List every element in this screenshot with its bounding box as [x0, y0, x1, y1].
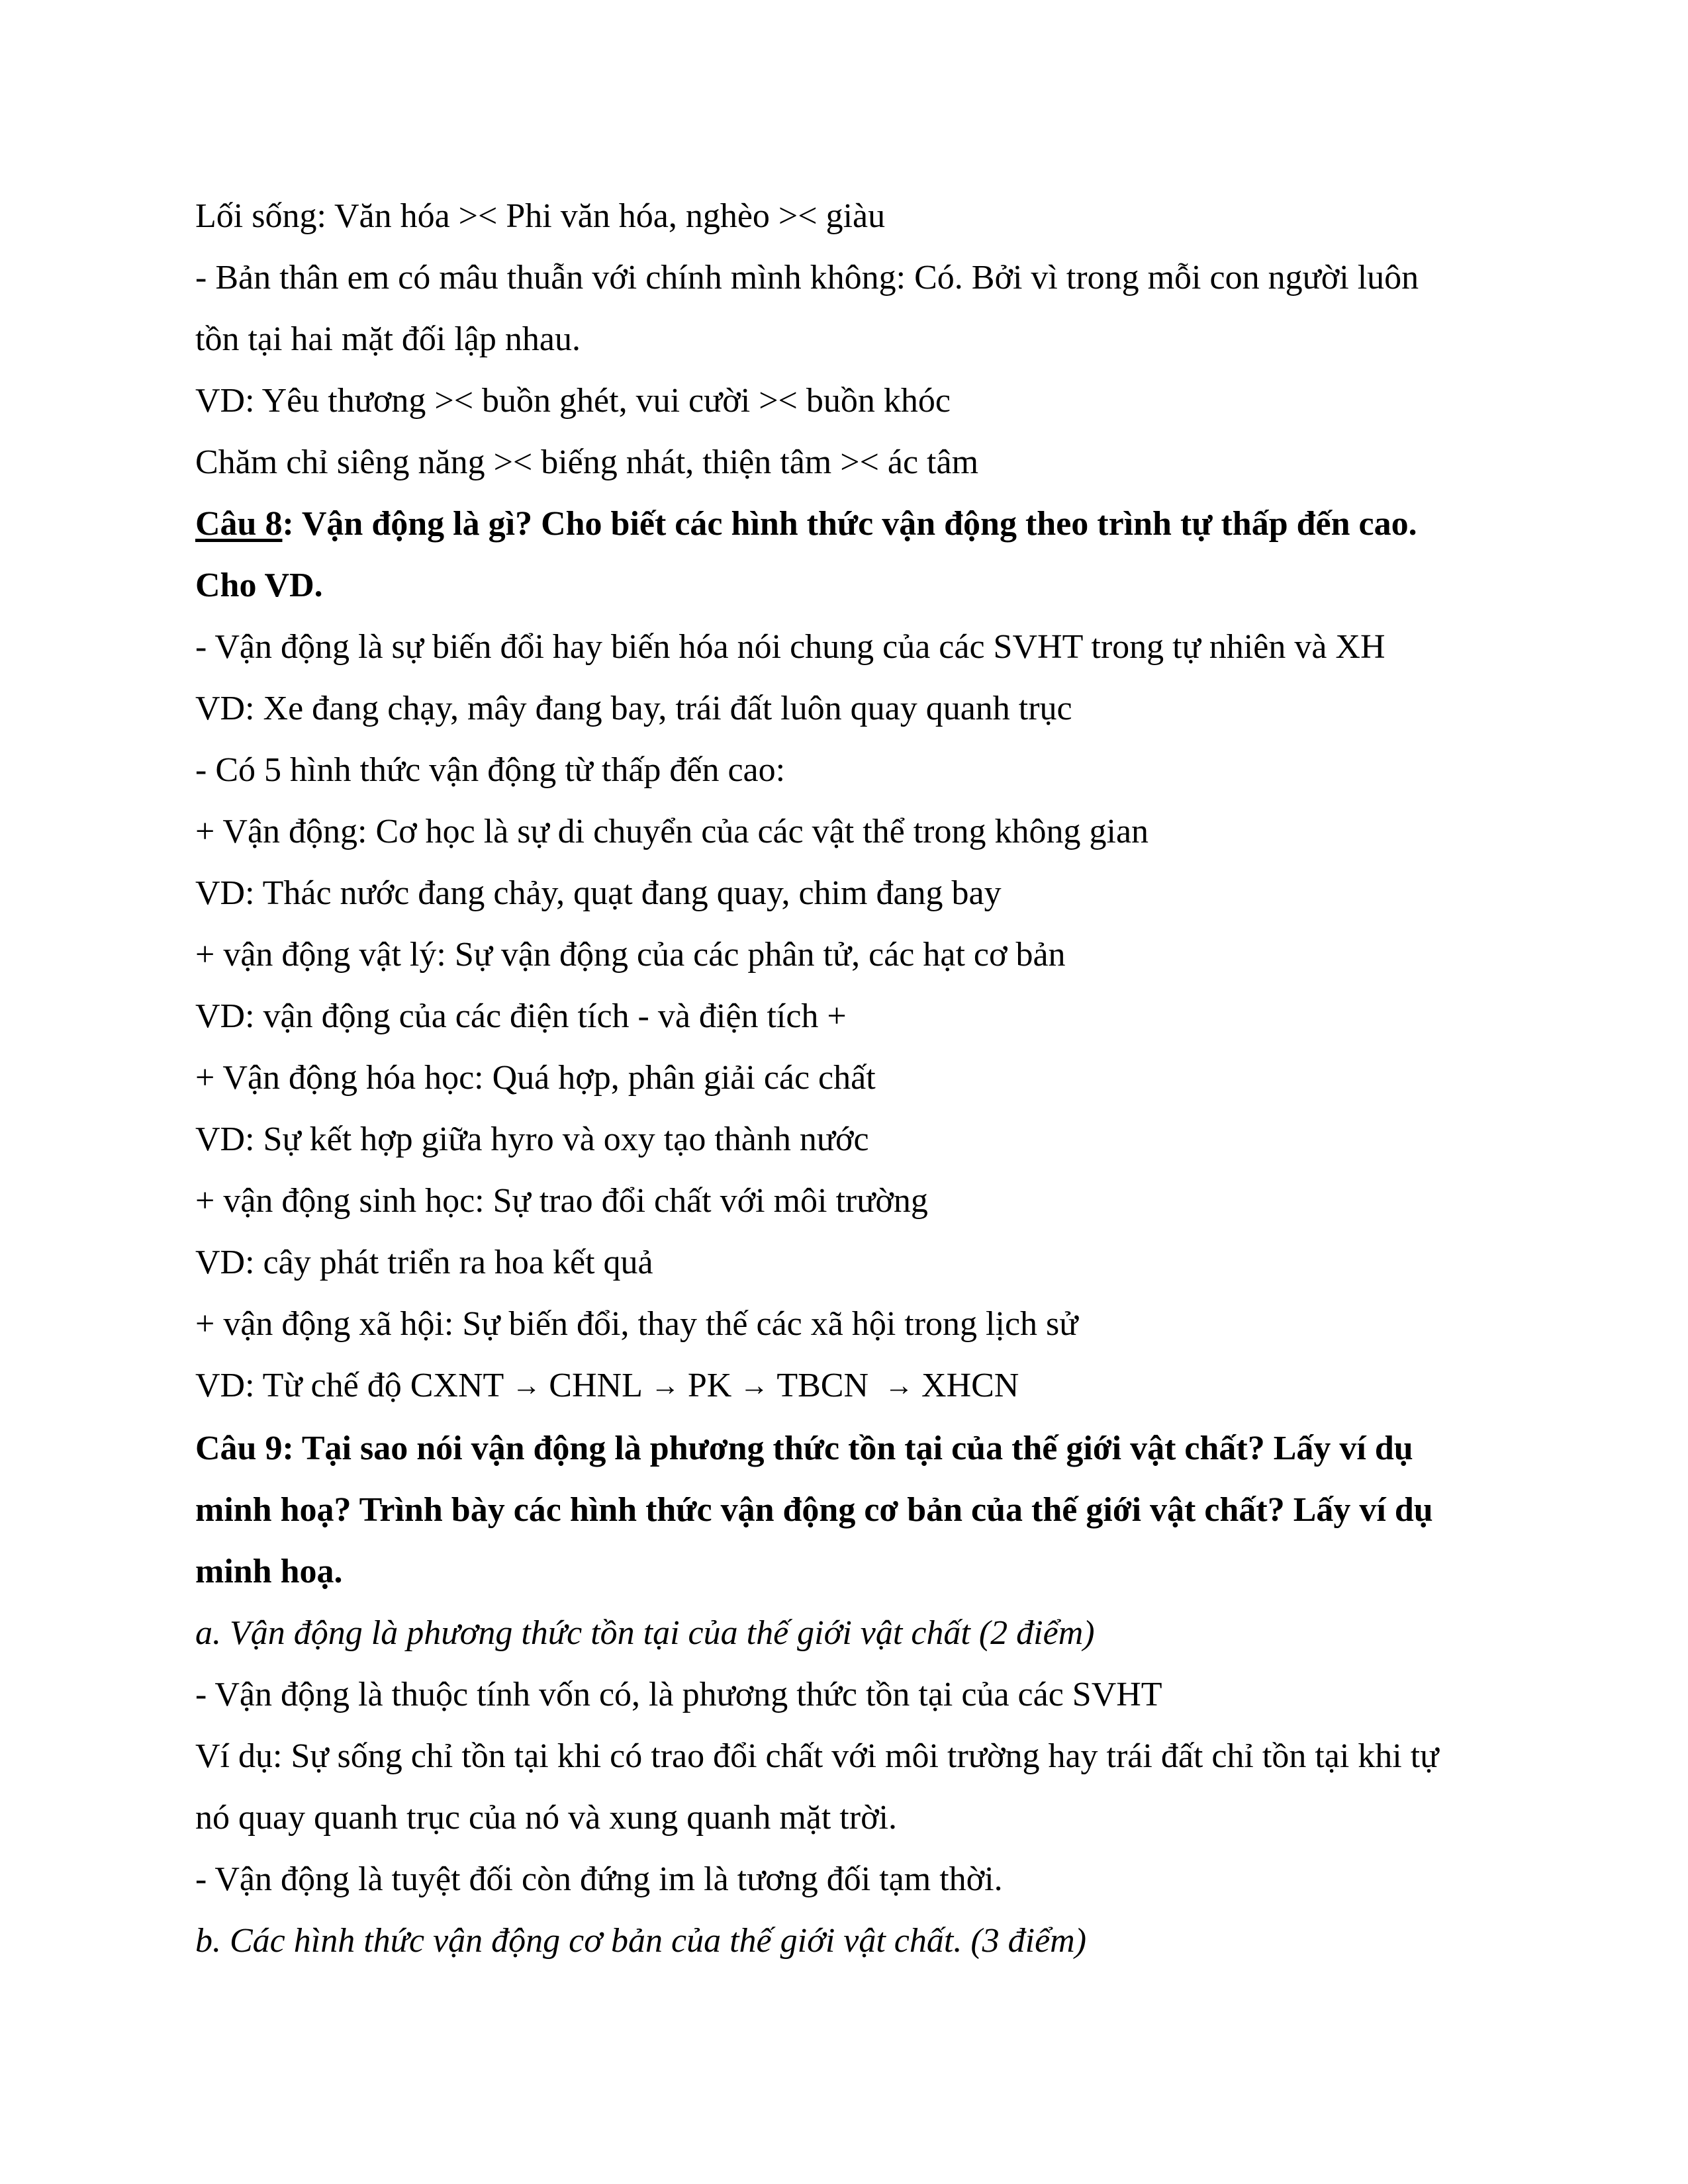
- text-line: tồn tại hai mặt đối lập nhau.: [195, 320, 581, 358]
- section-a-heading: a. Vận động là phương thức tồn tại của thế giới vật chất (2 điểm): [195, 1614, 1095, 1652]
- text-line: Chăm chỉ siêng năng >< biếng nhát, thiện tâm >< ác tâm: [195, 443, 979, 481]
- text-line: VD: Thác nước đang chảy, quạt đang quay, chim đang bay: [195, 874, 1002, 912]
- question-8-heading-cont: Cho VD.: [195, 567, 323, 604]
- chain-prefix: VD: Từ chế độ CXNT: [195, 1367, 504, 1404]
- text-line: Ví dụ: Sự sống chỉ tồn tại khi có trao đổi chất với môi trường hay trái đất chỉ tồn tại khi tự: [195, 1737, 1439, 1775]
- text-line: + Vận động hóa học: Quá hợp, phân giải các chất: [195, 1059, 876, 1097]
- question-9-heading-cont: minh hoạ? Trình bày các hình thức vận động cơ bản của thế giới vật chất? Lấy ví dụ: [195, 1491, 1433, 1529]
- question-8-title: : Vận động là gì? Cho biết các hình thức vận động theo trình tự thấp đến cao.: [282, 505, 1417, 543]
- text-line: VD: vận động của các điện tích - và điện tích +: [195, 997, 847, 1035]
- chain-item: XHCN: [921, 1367, 1019, 1404]
- question-9-heading-cont: minh hoạ.: [195, 1553, 343, 1590]
- text-line: VD: Yêu thương >< buồn ghét, vui cười >< buồn khóc: [195, 382, 951, 420]
- text-line: VD: Sự kết hợp giữa hyro và oxy tạo thành nước: [195, 1120, 869, 1158]
- question-8-label: Câu 8: [195, 505, 283, 543]
- question-8-heading: [195, 493, 1513, 555]
- right-arrow-icon: →: [650, 1369, 680, 1402]
- chain-item: CHNL: [549, 1367, 643, 1404]
- text-line: Lối sống: Văn hóa >< Phi văn hóa, nghèo >< giàu: [195, 197, 886, 235]
- chain-item: PK: [687, 1367, 732, 1404]
- text-line: VD: cây phát triển ra hoa kết quả: [195, 1244, 653, 1281]
- question-9-heading: Câu 9: Tại sao nói vận động là phương thức tồn tại của thế giới vật chất? Lấy ví dụ: [195, 1430, 1413, 1467]
- right-arrow-icon: →: [739, 1369, 769, 1402]
- text-line: + Vận động: Cơ học là sự di chuyển của các vật thể trong không gian: [195, 813, 1149, 850]
- section-b-heading: b. Các hình thức vận động cơ bản của thế giới vật chất. (3 điểm): [195, 1922, 1087, 1960]
- text-line: - Vận động là sự biến đổi hay biến hóa nói chung của các SVHT trong tự nhiên và XH: [195, 628, 1385, 666]
- text-line: - Có 5 hình thức vận động từ thấp đến cao:: [195, 751, 786, 789]
- text-line: - Bản thân em có mâu thuẫn với chính mình không: Có. Bởi vì trong mỗi con người luôn: [195, 259, 1419, 296]
- text-line: - Vận động là tuyệt đối còn đứng im là tương đối tạm thời.: [195, 1860, 1003, 1898]
- text-line: VD: Xe đang chạy, mây đang bay, trái đất luôn quay quanh trục: [195, 690, 1072, 727]
- text-line: nó quay quanh trục của nó và xung quanh mặt trời.: [195, 1799, 898, 1837]
- right-arrow-icon: →: [884, 1369, 914, 1402]
- document-page: [195, 185, 1513, 1972]
- text-line: + vận động xã hội: Sự biến đổi, thay thế các xã hội trong lịch sử: [195, 1305, 1078, 1343]
- right-arrow-icon: →: [512, 1369, 541, 1402]
- text-line: - Vận động là thuộc tính vốn có, là phương thức tồn tại của các SVHT: [195, 1676, 1162, 1713]
- chain-item: TBCN: [776, 1367, 869, 1404]
- text-line: + vận động vật lý: Sự vận động của các phân tử, các hạt cơ bản: [195, 936, 1066, 974]
- text-line: + vận động sinh học: Sự trao đổi chất với môi trường: [195, 1182, 928, 1220]
- society-chain-line: [195, 1355, 1513, 1418]
